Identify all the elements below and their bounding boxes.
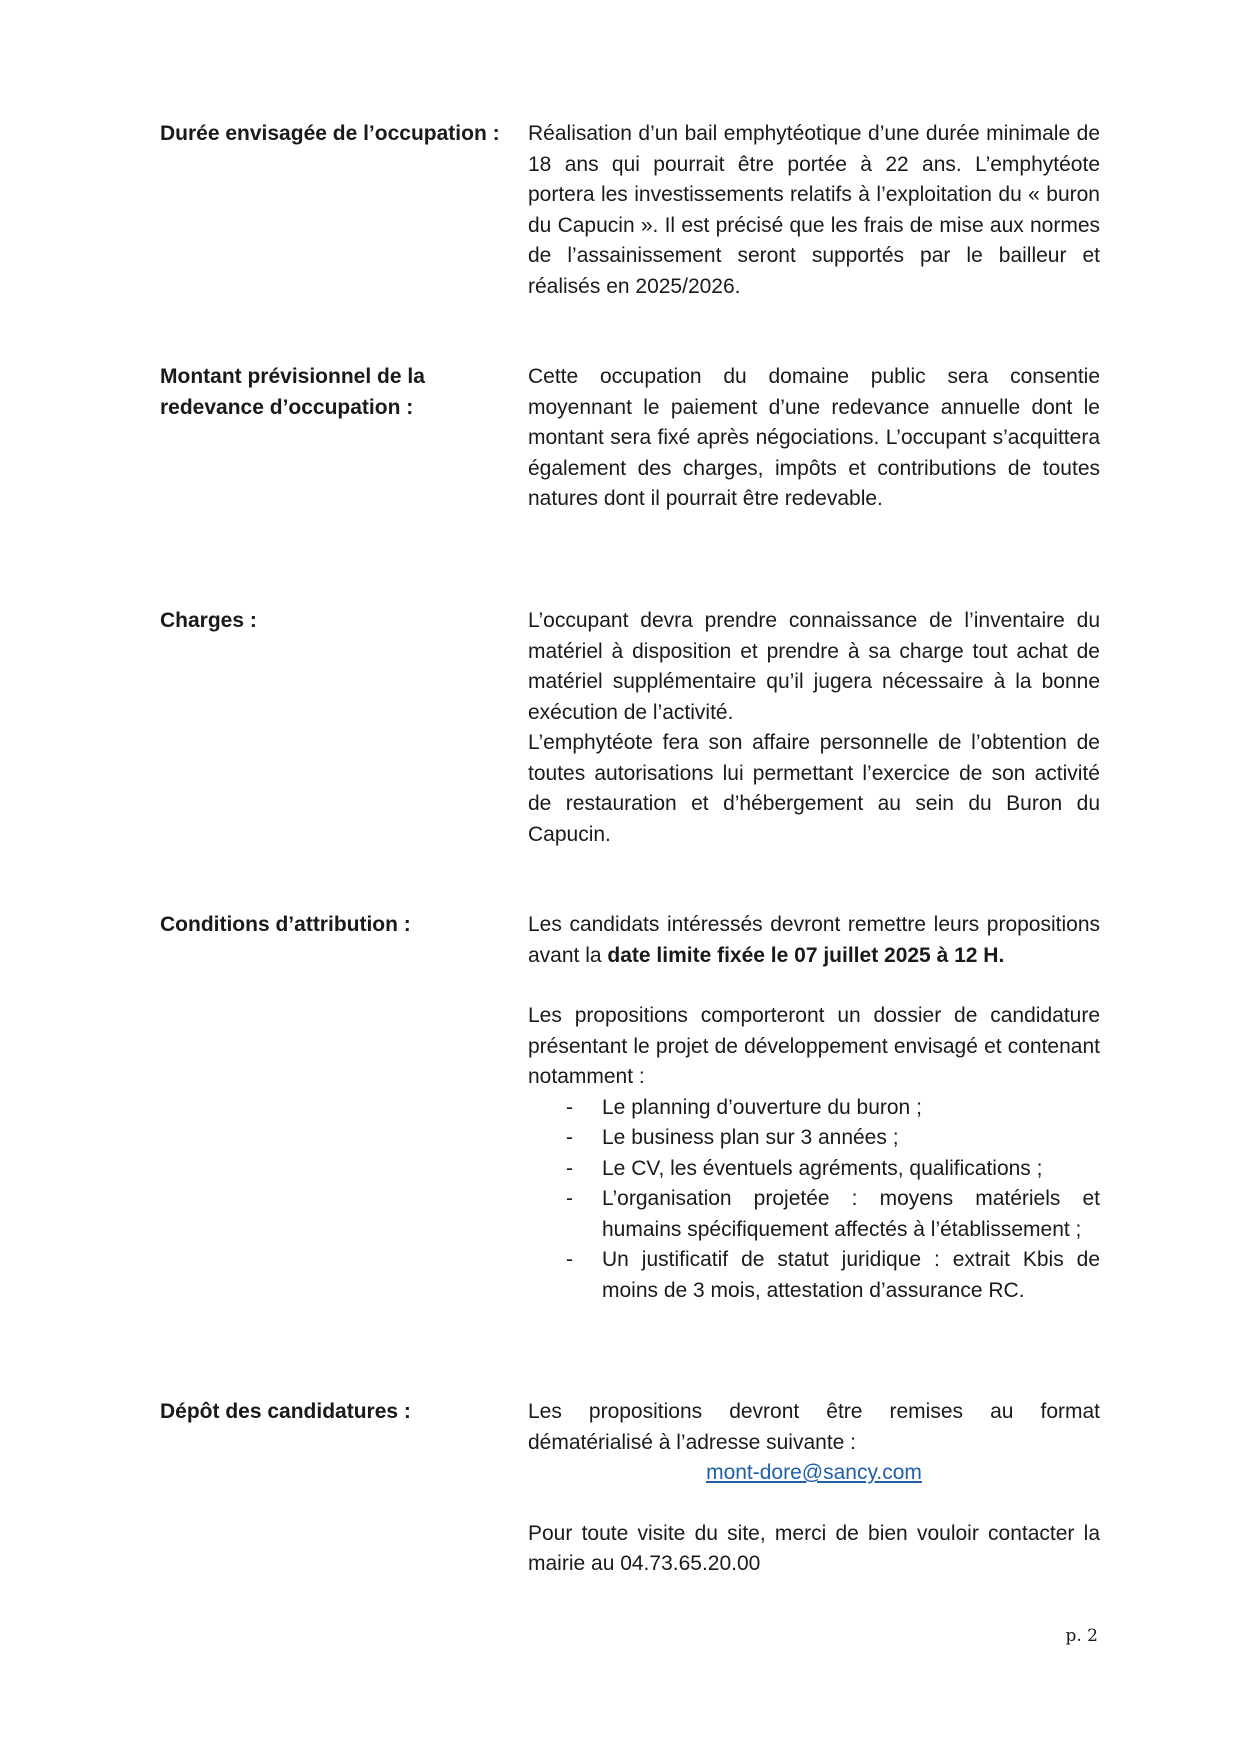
paragraph-depot-2: Pour toute visite du site, merci de bien vouloir contacter la mairie au 04.73.65.20.00 (528, 1521, 1100, 1575)
section-label-duree: Durée envisagée de l’occupation : (160, 122, 500, 145)
section-label-montant-line1: Montant prévisionnel de la (160, 365, 425, 388)
section-label-montant-line2: redevance d’occupation : (160, 395, 414, 419)
section-content-duree (528, 119, 1100, 302)
dash-bullet-icon: - (566, 1126, 573, 1149)
list-item-text: Le CV, les éventuels agréments, qualifications ; (602, 1156, 1043, 1180)
section-label-conditions: Conditions d’attribution : (160, 913, 411, 936)
section-label-depot: Dépôt des candidatures : (160, 1400, 411, 1423)
list-item (528, 1123, 1100, 1154)
list-item-text: Un justificatif de statut juridique : extrait Kbis de moins de 3 mois, attestation d’assurance RC. (602, 1248, 1100, 1302)
list-item (528, 1154, 1100, 1185)
paragraph-conditions-dossier: Les propositions comporteront un dossier de candidature présentant le projet de développement envisagé et contenant notamment : (528, 1004, 1100, 1088)
dash-bullet-icon: - (566, 1095, 573, 1119)
dash-bullet-icon: - (566, 1187, 573, 1210)
list-item (528, 1245, 1100, 1306)
section-content-montant (528, 362, 1100, 515)
page-number: p. 2 (1065, 1626, 1098, 1646)
paragraph-charges-1: L’occupant devra prendre connaissance de l’inventaire du matériel à disposition et prendre à sa charge tout achat de matériel supplémentaire qu’il jugera nécessaire à la bonne exécution de l’activité. (528, 609, 1100, 724)
paragraph-charges-2: L’emphytéote fera son affaire personnelle de l’obtention de toutes autorisations lui permettant l’exercice de son activité de restauration et d’hébergement au sein du Buron du Capucin. (528, 731, 1100, 846)
section-label-montant (160, 362, 520, 423)
section-content-depot (528, 1397, 1100, 1580)
list-item-text: Le planning d’ouverture du buron ; (602, 1095, 922, 1119)
conditions-bullet-list (528, 1093, 1100, 1307)
section-label-charges: Charges : (160, 609, 257, 632)
list-item (528, 1184, 1100, 1245)
conditions-deadline: date limite fixée le 07 juillet 2025 à 12 H. (607, 943, 1005, 967)
email-link[interactable]: mont-dore@sancy.com (706, 1461, 922, 1484)
list-item (528, 1093, 1100, 1124)
conditions-intro-text: Les candidats intéressés devront remettre leurs propositions avant la (528, 913, 1100, 967)
dash-bullet-icon: - (566, 1248, 573, 1271)
list-item-text: Le business plan sur 3 années ; (602, 1126, 899, 1149)
dash-bullet-icon: - (566, 1156, 573, 1180)
paragraph-conditions-intro (528, 910, 1100, 971)
paragraph-montant: Cette occupation du domaine public sera consentie moyennant le paiement d’une redevance annuelle dont le montant sera fixé après négociations. L’occupant s’acquittera également des charges, impôts et contributions de toutes natures dont il pourrait être redevable. (528, 365, 1100, 510)
paragraph-depot-1: Les propositions devront être remises au format dématérialisé à l’adresse suivante : (528, 1400, 1100, 1454)
section-content-charges (528, 606, 1100, 850)
list-item-text: L’organisation projetée : moyens matériels et humains spécifiquement affectés à l’établissement ; (602, 1187, 1100, 1241)
paragraph-duree: Réalisation d’un bail emphytéotique d’une durée minimale de 18 ans qui pourrait être portée à 22 ans. L’emphytéote portera les investissements relatifs à l’exploitation du « buron du Capucin ». Il est précisé que les frais de mise aux normes de l’assainissement seront supportés par le bailleur et réalisés en 2025/2026. (528, 122, 1100, 298)
section-content-conditions (528, 910, 1100, 1306)
